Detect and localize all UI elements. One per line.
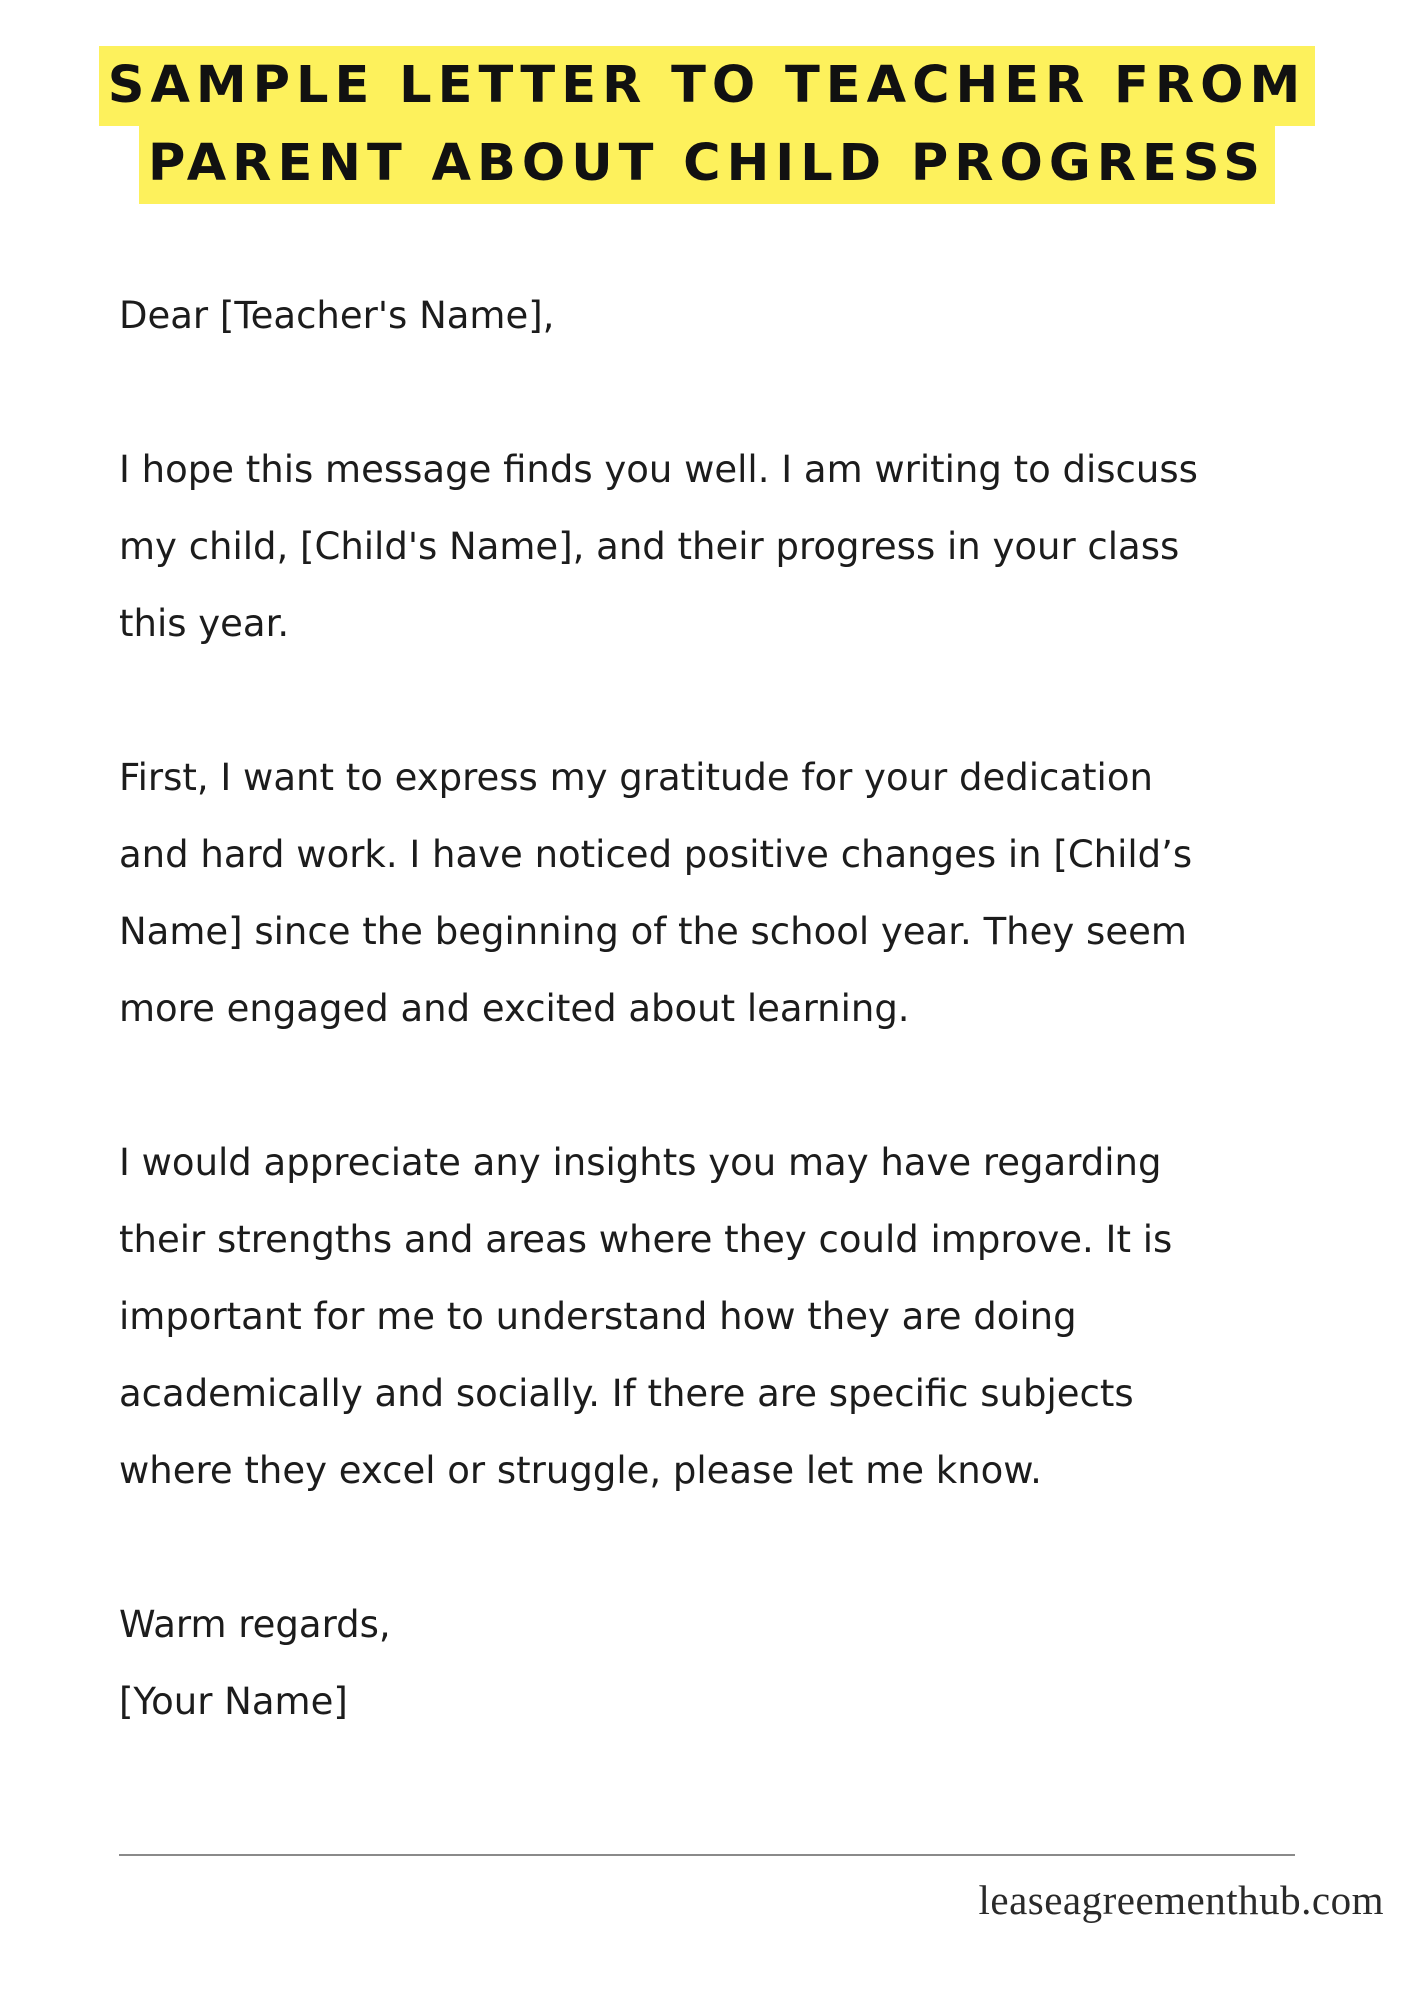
paragraph-line: and hard work. I have noticed positive changes in [Child’s (119, 833, 1193, 876)
salutation: Dear [Teacher's Name], (119, 294, 555, 337)
paragraph-gap (119, 1047, 1349, 1124)
footer-website: leaseagreementhub.com (978, 1877, 1384, 1923)
paragraph-line: academically and socially. If there are specific subjects (119, 1372, 1134, 1415)
paragraph-line: I would appreciate any insights you may have regarding (119, 1141, 1162, 1184)
document-title (0, 46, 1414, 204)
paragraph-gap (119, 354, 1349, 431)
footer-divider (119, 1854, 1295, 1856)
paragraph-1 (119, 431, 1349, 662)
title-line-1: SAMPLE LETTER TO TEACHER FROM (99, 46, 1316, 126)
paragraph-line: their strengths and areas where they could improve. It is (119, 1218, 1173, 1261)
closing: Warm regards, (119, 1603, 391, 1646)
paragraph-line: Name] since the beginning of the school year. They seem (119, 910, 1187, 953)
paragraph-line: my child, [Child's Name], and their progress in your class (119, 525, 1180, 568)
signature: [Your Name] (119, 1680, 348, 1723)
paragraph-gap (119, 662, 1349, 739)
paragraph-line: where they excel or struggle, please let me know. (119, 1449, 1042, 1492)
paragraph-3 (119, 1124, 1349, 1509)
paragraph-line: important for me to understand how they are doing (119, 1295, 1077, 1338)
paragraph-gap (119, 1509, 1349, 1586)
paragraph-line: more engaged and excited about learning. (119, 987, 910, 1030)
paragraph-line: this year. (119, 602, 290, 645)
paragraph-2 (119, 739, 1349, 1047)
letter-body (119, 277, 1349, 1740)
paragraph-line: First, I want to express my gratitude for your dedication (119, 756, 1153, 799)
title-line-2: PARENT ABOUT CHILD PROGRESS (139, 124, 1275, 204)
paragraph-line: I hope this message finds you well. I am writing to discuss (119, 448, 1198, 491)
